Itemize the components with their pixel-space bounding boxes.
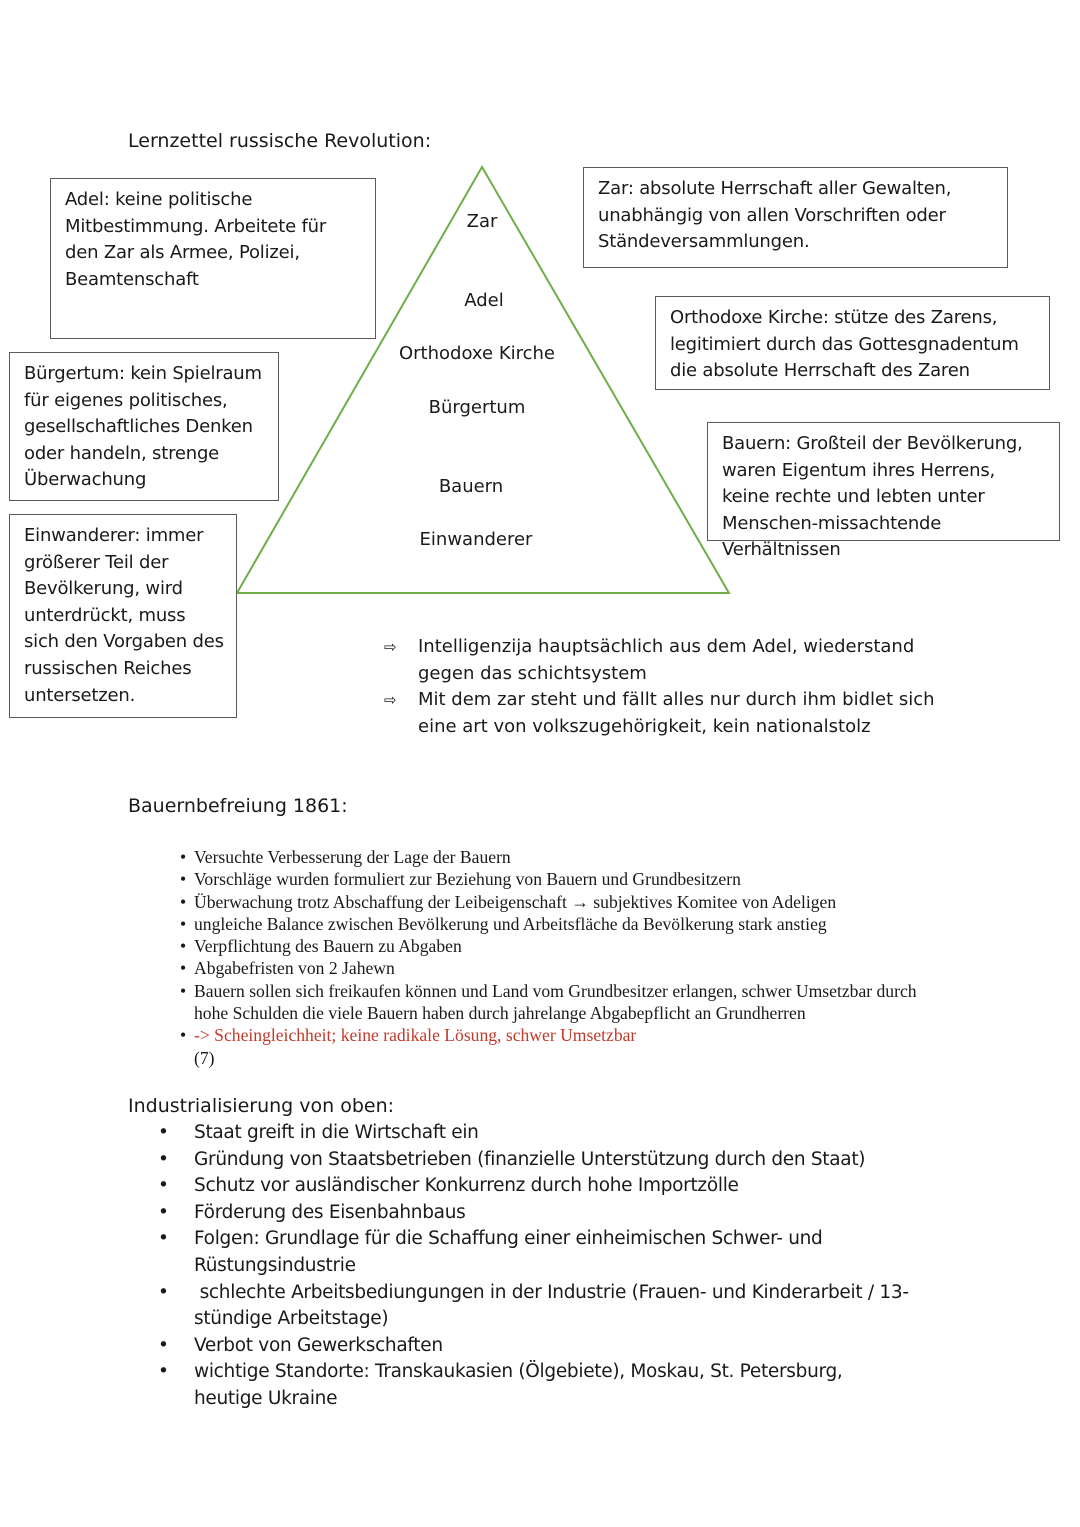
list-item: • wichtige Standorte: Transkaukasien (Ölgebiete), Moskau, St. Petersburg, heutige Ukraine [150, 1359, 930, 1412]
arrow-note-text: Mit dem zar steht und fällt alles nur durch ihm bidlet sich eine art von volkszugehörigkeit, kein nationalstolz [418, 689, 935, 737]
arrow-notes [384, 634, 944, 740]
pyramid-level-kirche: Orthodoxe Kirche [398, 343, 556, 364]
bullet-icon: • [180, 936, 187, 957]
list-item-conclusion [180, 1024, 960, 1069]
list-item: • Schutz vor ausländischer Konkurrenz durch hohe Importzölle [150, 1173, 930, 1200]
conclusion-text: -> Scheingleichheit; keine radikale Lösung, schwer Umsetzbar [194, 1025, 637, 1046]
pyramid-level-adel: Adel [464, 290, 504, 311]
bullet-icon: • [180, 891, 187, 912]
box-adel: Adel: keine politische Mitbestimmung. Arbeitete für den Zar als Armee, Polizei, Beamtenschaft [50, 178, 376, 339]
list-item: • Gründung von Staatsbetrieben (finanzielle Unterstützung durch den Staat) [150, 1147, 930, 1174]
bullet-icon: • [180, 913, 187, 934]
bullet-icon: • [158, 1175, 169, 1197]
bauernbefreiung-list [180, 846, 960, 1069]
pyramid-level-buergertum: Bürgertum [428, 397, 526, 418]
pyramid-level-bauern: Bauern [438, 476, 504, 497]
list-item: • Überwachung trotz Abschaffung der Leibeigenschaft → subjektives Komitee von Adeligen [180, 891, 837, 912]
bullet-icon: • [158, 1122, 169, 1143]
pyramid-level-einwanderer: Einwanderer [419, 529, 533, 550]
arrow-right-icon: ⇨ [384, 638, 397, 656]
box-bauern: Bauern: Großteil der Bevölkerung, waren Eigentum ihres Herrens, keine rechte und lebten unter Menschen-missachtende Verhältnissen [707, 422, 1060, 541]
list-item: • Abgabefristen von 2 Jahewn [180, 958, 395, 979]
list-item: • Vorschläge wurden formuliert zur Beziehung von Bauern und Grundbesitzern [180, 869, 741, 890]
bullet-icon: • [158, 1148, 169, 1170]
bullet-icon: • [180, 980, 187, 1001]
box-buergertum: Bürgertum: kein Spielraum für eigenes politisches, gesellschaftliches Denken oder handeln, strenge Überwachung [9, 352, 279, 501]
bullet-icon: • [180, 958, 187, 979]
box-orthodoxe-kirche: Orthodoxe Kirche: stütze des Zarens, legitimiert durch das Gottesgnadentum die absolute Herrschaft des Zaren [655, 296, 1050, 390]
pyramid-level-zar: Zar [466, 211, 498, 232]
bullet-icon: • [180, 847, 187, 867]
bullet-icon: • [158, 1228, 169, 1250]
list-item: • Verbot von Gewerkschaften [150, 1333, 930, 1360]
page-title: Lernzettel russische Revolution: [128, 130, 432, 152]
list-item: • ungleiche Balance zwischen Bevölkerung und Arbeitsfläche da Bevölkerung stark anstieg [180, 913, 827, 934]
list-item: • Versuchte Verbesserung der Lage der Bauern [180, 847, 511, 867]
arrow-note [384, 634, 944, 687]
arrow-note-text: Intelligenzija hauptsächlich aus dem Adel, wiederstand gegen das schichtsystem [418, 636, 915, 684]
bullet-icon: • [158, 1281, 169, 1303]
list-item: • Bauern sollen sich freikaufen können und Land vom Grundbesitzer erlangen, schwer Umsetzbar durch hohe Schulden die viele Bauern haben durch jahrelange Abgabepflicht an Grundherren [180, 980, 917, 1024]
list-item: • Folgen: Grundlage für die Schaffung einer einheimischen Schwer- und Rüstungsindustrie [150, 1226, 930, 1279]
source-reference: (7) [194, 1047, 215, 1068]
list-item: • Förderung des Eisenbahnbaus [150, 1200, 930, 1227]
bullet-icon: • [180, 1025, 187, 1046]
list-item: • Staat greift in die Wirtschaft ein [150, 1120, 930, 1147]
box-zar: Zar: absolute Herrschaft aller Gewalten, unabhängig von allen Vorschriften oder Ständeversammlungen. [583, 167, 1008, 268]
industrialisierung-list [150, 1120, 930, 1413]
bullet-icon: • [158, 1201, 169, 1223]
bullet-icon: • [180, 869, 187, 890]
list-item: • schlechte Arbeitsbediungungen in der Industrie (Frauen- und Kinderarbeit / 13-stündige Arbeitstage) [150, 1280, 930, 1333]
arrow-right-icon: ⇨ [384, 691, 397, 710]
section-heading-industrialisierung: Industrialisierung von oben: [128, 1095, 395, 1117]
bullet-icon: • [158, 1361, 169, 1383]
bullet-icon: • [158, 1334, 169, 1356]
box-einwanderer: Einwanderer: immer größerer Teil der Bevölkerung, wird unterdrückt, muss sich den Vorgaben des russischen Reiches untersetzen. [9, 514, 237, 718]
list-item: • Verpflichtung des Bauern zu Abgaben [180, 936, 462, 957]
section-heading-bauernbefreiung: Bauernbefreiung 1861: [128, 795, 348, 817]
arrow-note [384, 687, 944, 740]
